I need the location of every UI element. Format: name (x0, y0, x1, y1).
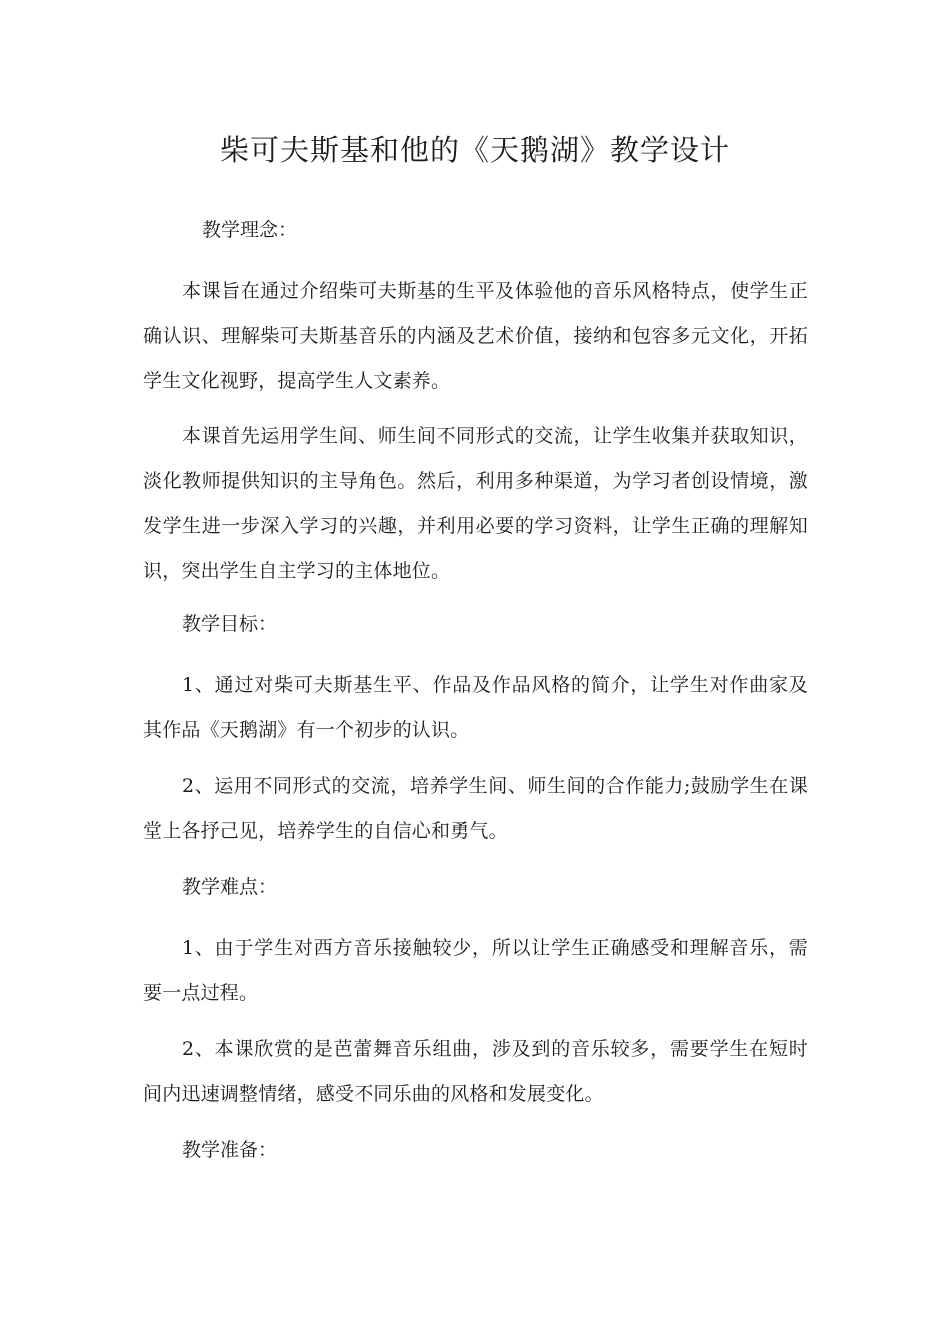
section-heading-teaching-preparation: 教学准备： (182, 1139, 278, 1161)
paragraph-philosophy-2: 本课首先运用学生间、师生间不同形式的交流，让学生收集并获取知识，淡化教师提供知识的主导角色。然后，利用多种渠道，为学习者创设情境，激发学生进一步深入学习的兴趣，并利用必要的学习资料，让学生正确的理解知识，突出学生自主学习的主体地位。 (143, 425, 808, 582)
paragraph-philosophy-1: 本课旨在通过介绍柴可夫斯基的生平及体验他的音乐风格特点，使学生正确认识、理解柴可夫斯基音乐的内涵及艺术价值，接纳和包容多元文化，开拓学生文化视野，提高学生人文素养。 (143, 280, 808, 392)
document-title: 柴可夫斯基和他的《天鹅湖》教学设计 (219, 133, 730, 167)
section-heading-teaching-goals: 教学目标： (182, 613, 278, 635)
section-heading-teaching-philosophy: 教学理念： (202, 219, 298, 241)
paragraph-goal-2: 2、运用不同形式的交流，培养学生间、师生间的合作能力;鼓励学生在课堂上各抒己见，培养学生的自信心和勇气。 (143, 775, 808, 842)
section-heading-teaching-difficulties: 教学难点： (182, 876, 278, 898)
paragraph-difficulty-2: 2、本课欣赏的是芭蕾舞音乐组曲，涉及到的音乐较多，需要学生在短时间内迅速调整情绪，感受不同乐曲的风格和发展变化。 (143, 1038, 808, 1105)
paragraph-goal-1: 1、通过对柴可夫斯基生平、作品及作品风格的简介，让学生对作曲家及其作品《天鹅湖》有一个初步的认识。 (143, 674, 808, 741)
paragraph-difficulty-1: 1、由于学生对西方音乐接触较少，所以让学生正确感受和理解音乐，需要一点过程。 (143, 937, 808, 1004)
